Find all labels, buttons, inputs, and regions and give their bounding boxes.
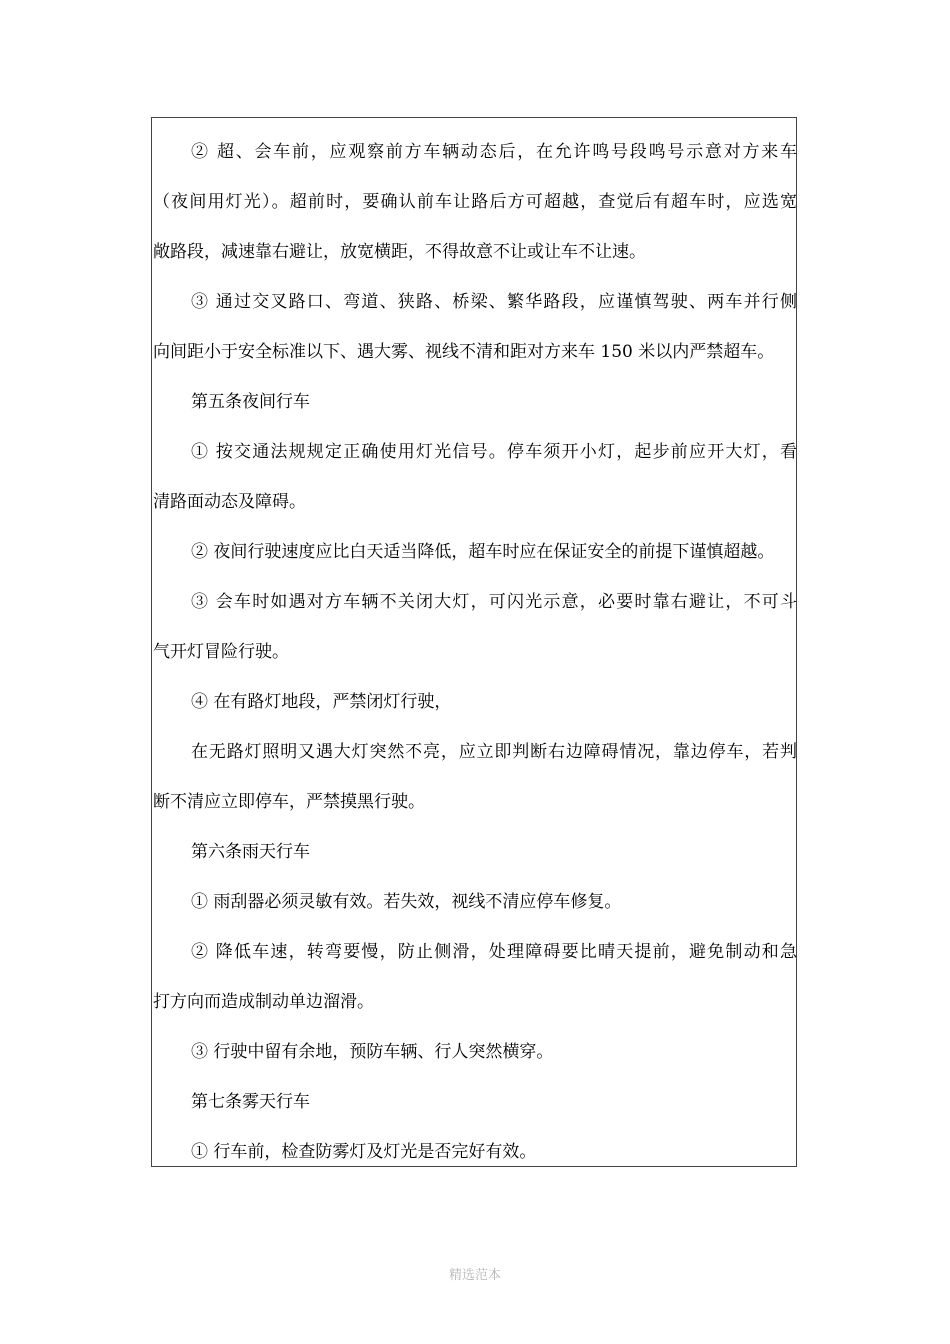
text-line: ③ 通过交叉路口、弯道、狭路、桥梁、繁华路段，应谨慎驾驶、两车并行侧	[191, 292, 797, 312]
section-heading: 第七条雾天行车	[191, 1092, 310, 1112]
paragraph-rain-margin	[153, 1027, 797, 1077]
text-line: 在无路灯照明又遇大灯突然不亮，应立即判断右边障碍情况，靠边停车，若判	[191, 742, 797, 762]
text-line: ② 降低车速，转弯要慢，防止侧滑，处理障碍要比晴天提前，避免制动和急	[191, 942, 797, 962]
paragraph-night-speed	[153, 527, 797, 577]
paragraph-night-lights	[153, 427, 797, 527]
paragraph-rain-speed	[153, 927, 797, 1027]
heading-article-6	[153, 827, 797, 877]
text-line: ① 行车前，检查防雾灯及灯光是否完好有效。	[191, 1142, 537, 1162]
paragraph-overtake-meet	[153, 127, 797, 277]
section-heading: 第五条夜间行车	[191, 392, 310, 412]
text-line: ③ 会车时如遇对方车辆不关闭大灯，可闪光示意，必要时靠右避让，不可斗	[191, 592, 797, 612]
text-line: （夜间用灯光）。超前时，要确认前车让路后方可超越，查觉后有超车时，应选宽	[153, 192, 797, 212]
text-line: 清路面动态及障碍。	[153, 492, 306, 512]
text-line: 向间距小于安全标准以下、遇大雾、视线不清和距对方来车 150 米以内严禁超车。	[153, 342, 775, 362]
text-line: ① 雨刮器必须灵敏有效。若失效，视线不清应停车修复。	[191, 892, 622, 912]
paragraph-night-meet	[153, 577, 797, 677]
footer-watermark: 精选范本	[448, 1268, 501, 1283]
text-line: 断不清应立即停车，严禁摸黑行驶。	[153, 792, 425, 812]
text-line: 打方向而造成制动单边溜滑。	[153, 992, 374, 1012]
paragraph-wipers	[153, 877, 797, 927]
text-line: ② 超、会车前，应观察前方车辆动态后，在允许鸣号段鸣号示意对方来车	[191, 142, 797, 162]
paragraph-fog-lights	[153, 1127, 797, 1177]
section-heading: 第六条雨天行车	[191, 842, 310, 862]
text-line: 气开灯冒险行驶。	[153, 642, 289, 662]
text-line: ③ 行驶中留有余地，预防车辆、行人突然横穿。	[191, 1042, 554, 1062]
heading-article-5	[153, 377, 797, 427]
paragraph-streetlights	[153, 677, 797, 727]
heading-article-7	[153, 1077, 797, 1127]
paragraph-no-streetlights	[153, 727, 797, 827]
text-line: ④ 在有路灯地段，严禁闭灯行驶，	[191, 692, 452, 712]
text-line: ② 夜间行驶速度应比白天适当降低，超车时应在保证安全的前提下谨慎超越。	[191, 542, 775, 562]
text-line: 敞路段，减速靠右避让，放宽横距，不得故意不让或让车不让速。	[153, 242, 646, 262]
paragraph-no-overtake	[153, 277, 797, 377]
text-line: ① 按交通法规规定正确使用灯光信号。停车须开小灯，起步前应开大灯，看	[191, 442, 797, 462]
